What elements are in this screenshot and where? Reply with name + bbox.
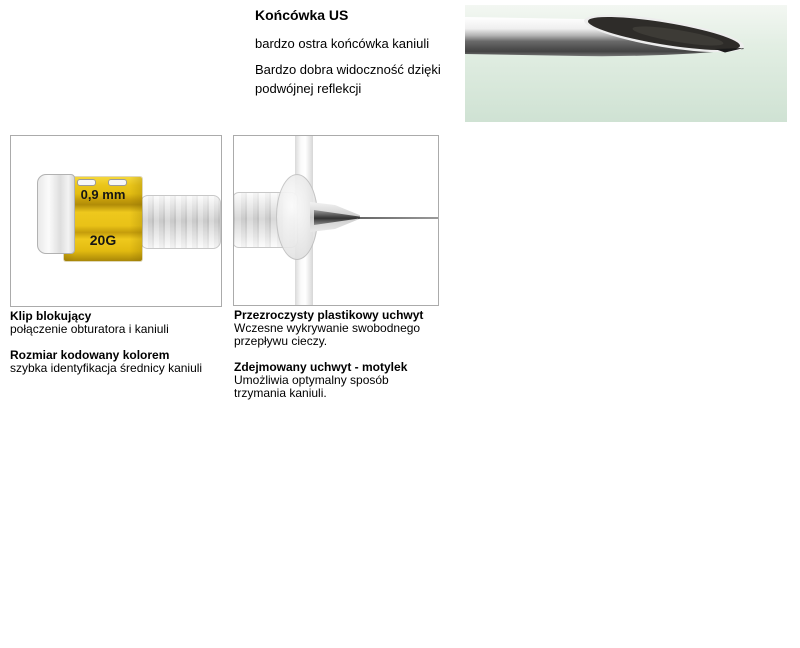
ribbed-connector — [140, 195, 221, 249]
caption-column-left — [10, 310, 222, 388]
figure-box-locking-clip — [10, 135, 222, 307]
feature-title: Zdejmowany uchwyt - motylek — [234, 360, 408, 374]
needle-tip-photo — [465, 5, 787, 122]
figure-box-transparent-holder — [233, 135, 439, 306]
caption-column-right — [234, 309, 444, 413]
feature-removable-wing — [234, 361, 444, 400]
label-slit — [77, 179, 96, 186]
needle-tip-image — [465, 5, 787, 122]
feature-title: Rozmiar kodowany kolorem — [10, 348, 170, 362]
feature-description: Wczesne wykrywanie swobodnego przepływu cieczy. — [234, 321, 421, 348]
cannula-diameter-text: 0,9 mm — [80, 187, 126, 202]
color-code-label — [64, 177, 142, 261]
cannula-gauge-text: 20G — [89, 232, 117, 248]
feature-description: szybka identyfikacja średnicy kaniuli — [10, 361, 203, 375]
feature-title: Przezroczysty plastikowy uchwyt — [234, 308, 424, 322]
locking-clip-cap — [37, 174, 75, 254]
feature-color-coded-size — [10, 349, 222, 375]
needle-shaft-line — [358, 217, 438, 219]
feature-title: Klip blokujący — [10, 309, 92, 323]
feature-locking-clip — [10, 310, 222, 336]
product-description: Bardzo dobra widoczność dzięki podwójnej reflekcji — [255, 62, 441, 96]
product-subtitle: bardzo ostra końcówka kaniuli — [255, 36, 430, 51]
feature-transparent-holder — [234, 309, 444, 348]
feature-description: połączenie obturatora i kaniuli — [10, 322, 169, 336]
feature-description: Umożliwia optymalny sposób trzymania kaniuli. — [234, 373, 389, 400]
header-text-block — [255, 6, 467, 98]
product-title: Końcówka US — [255, 7, 349, 23]
label-slit — [108, 179, 127, 186]
